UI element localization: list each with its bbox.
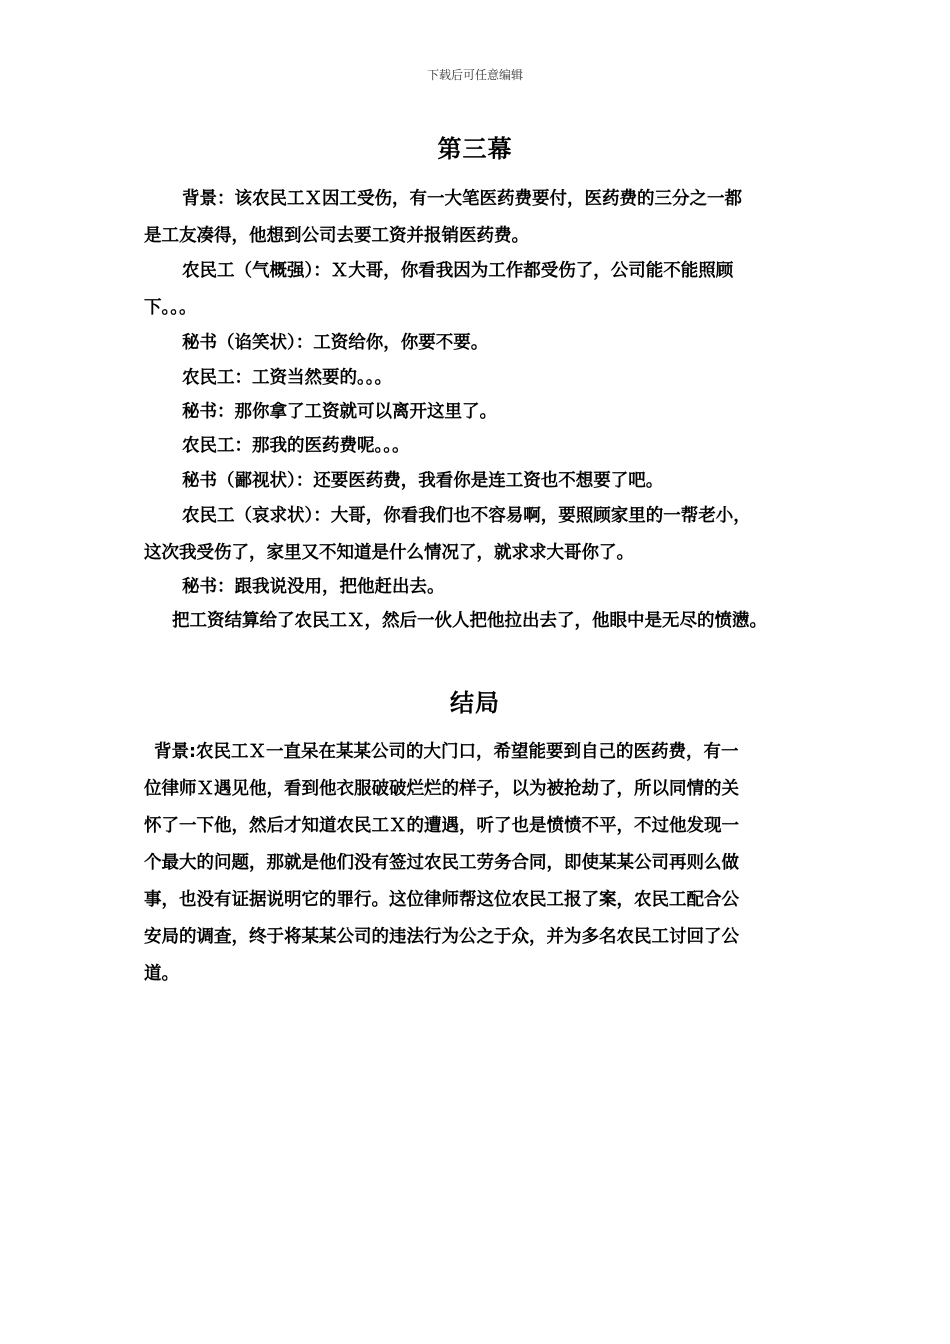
- dialogue-worker-4: [144, 498, 812, 572]
- header-note: 下载后可任意编辑: [426, 68, 523, 82]
- dialogue-worker-3: [144, 428, 812, 465]
- dialogue-worker-4-line2: 这次我受伤了，家里又不知道是什么情况了，就求求大哥你了。: [144, 543, 634, 563]
- ending-line: 背景:农民工Ｘ一直呆在某某公司的大门口，希望能要到自己的医药费，有一: [154, 742, 739, 762]
- dialogue-worker-2-text: 农民工：工资当然要的。。。: [182, 368, 392, 388]
- dialogue-secretary-3: [144, 463, 812, 500]
- dialogue-worker-2: [144, 360, 812, 397]
- ending-line: 事，也没有证据说明它的罪行。这位律师帮这位农民工报了案，农民工配合公: [144, 890, 739, 910]
- act3-background-line1: 背景：该农民工Ｘ因工受伤，有一大笔医药费要付，医药费的三分之一都: [182, 189, 742, 209]
- dialogue-worker-3-text: 农民工：那我的医药费呢。。。: [182, 436, 410, 456]
- dialogue-secretary-3-text: 秘书（鄙视状）：还要医药费，我看你是连工资也不想要了吧。: [182, 471, 664, 491]
- dialogue-worker-1-line1: 农民工（气概强）：Ｘ大哥，你看我因为工作都受伤了，公司能不能照顾: [182, 261, 734, 281]
- dialogue-secretary-1-text: 秘书（谄笑状）：工资给你，你要不要。: [182, 333, 489, 353]
- ending-title: 结局: [450, 689, 500, 717]
- act3-narration: [144, 603, 812, 640]
- act3-background: [144, 181, 812, 255]
- ending-line: 个最大的问题，那就是他们没有签过农民工劳务合同，即使某某公司再则么做: [144, 853, 739, 873]
- dialogue-secretary-4: [144, 569, 812, 606]
- dialogue-worker-4-line1: 农民工（哀求状）：大哥，你看我们也不容易啊，要照顾家里的一帮老小，: [182, 506, 751, 526]
- dialogue-secretary-2-text: 秘书：那你拿了工资就可以离开这里了。: [182, 402, 497, 422]
- act3-narration-text: 把工资结算给了农民工Ｘ，然后一伙人把他拉出去了，他眼中是无尽的愤懑。: [172, 611, 767, 631]
- ending-line: 位律师Ｘ遇见他，看到他衣服破破烂烂的样子，以为被抢劫了，所以同情的关: [144, 779, 739, 799]
- dialogue-secretary-1: [144, 325, 812, 362]
- dialogue-secretary-4-text: 秘书：跟我说没用，把他赶出去。: [182, 577, 445, 597]
- dialogue-secretary-2: [144, 394, 812, 431]
- ending-line: 怀了一下他，然后才知道农民工Ｘ的遭遇，听了也是愤愤不平，不过他发现一: [144, 816, 739, 836]
- ending-paragraph: [144, 734, 812, 993]
- ending-line: 道。: [144, 964, 179, 984]
- dialogue-worker-1-line2: 下。。。: [144, 298, 197, 318]
- dialogue-worker-1: [144, 253, 812, 327]
- act3-background-line2: 是工友凑得，他想到公司去要工资并报销医药费。: [144, 226, 529, 246]
- act3-title: 第三幕: [437, 135, 513, 163]
- ending-line: 安局的调查，终于将某某公司的违法行为公之于众，并为多名农民工讨回了公: [144, 927, 739, 947]
